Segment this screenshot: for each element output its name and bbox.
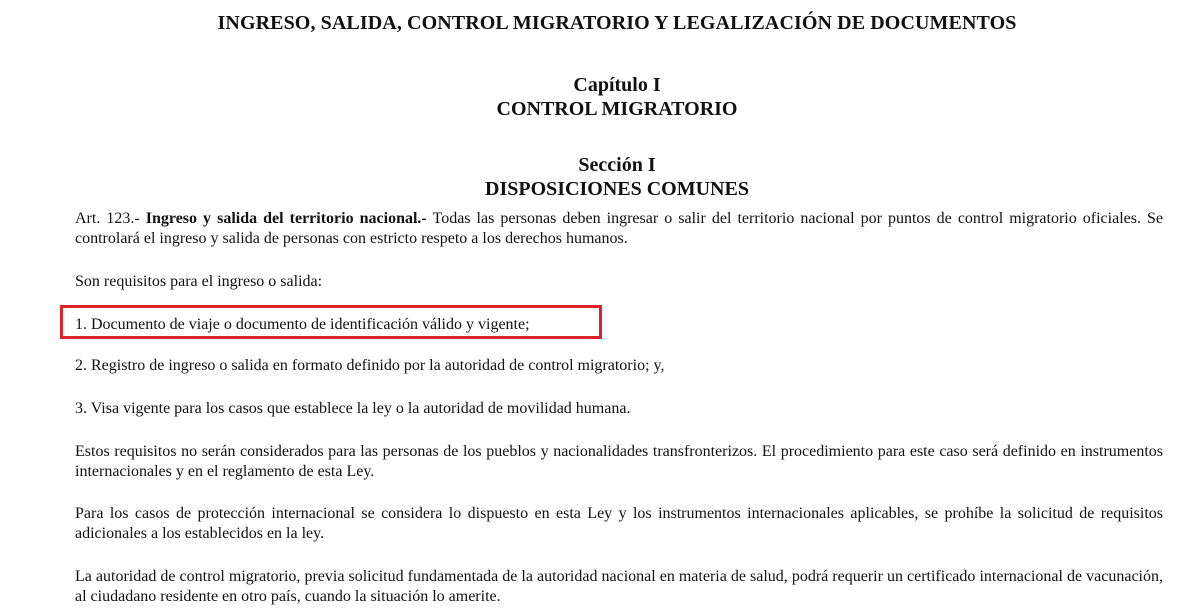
highlight-box (60, 305, 602, 339)
document-title: INGRESO, SALIDA, CONTROL MIGRATORIO Y LEGALIZACIÓN DE DOCUMENTOS (217, 12, 1017, 34)
chapter-heading (0, 73, 1185, 121)
section-label: Sección I (578, 154, 656, 176)
chapter-label: Capítulo I (573, 74, 661, 96)
requirement-item-3: 3. Visa vigente para los casos que establece la ley o la autoridad de movilidad humana. (75, 400, 631, 417)
chapter-name: CONTROL MIGRATORIO (496, 98, 738, 120)
paragraph-international-protection: Para los casos de protección internacional se considera lo dispuesto en esta Ley y los instrumentos internacionales aplicables, se prohíbe la solicitud de requisitos adicionales a los establecidos en la ley. (75, 505, 1163, 542)
article-text: Todas las personas deben ingresar o salir del territorio nacional por puntos de control migratorio oficiales. Se controlará el ingreso y salida de personas con estricto respeto a los derechos humanos. (75, 210, 1164, 247)
paragraph-transborder: Estos requisitos no serán considerados para las personas de los pueblos y nacionalidades transfronterizos. El procedimiento para este caso será definido en instrumentos internacionales y en el reglamento de esta Ley. (75, 443, 1163, 480)
article-paragraph (75, 209, 1163, 249)
requirement-item-2: 2. Registro de ingreso o salida en formato definido por la autoridad de control migratorio; y, (75, 357, 665, 374)
requirement-item-1: 1. Documento de viaje o documento de identificación válido y vigente; (75, 316, 530, 333)
article-number: Art. 123.- (75, 210, 140, 227)
paragraph-vaccination: La autoridad de control migratorio, previa solicitud fundamentada de la autoridad nacional en materia de salud, podrá requerir un certificado internacional de vacunación, al ciudadano residente en otro país, cuando la situación lo amerite. (75, 568, 1163, 605)
article-heading: Ingreso y salida del territorio nacional.- (145, 210, 427, 227)
requirements-intro: Son requisitos para el ingreso o salida: (75, 273, 323, 290)
section-name: DISPOSICIONES COMUNES (485, 178, 749, 200)
section-heading (0, 153, 1185, 201)
